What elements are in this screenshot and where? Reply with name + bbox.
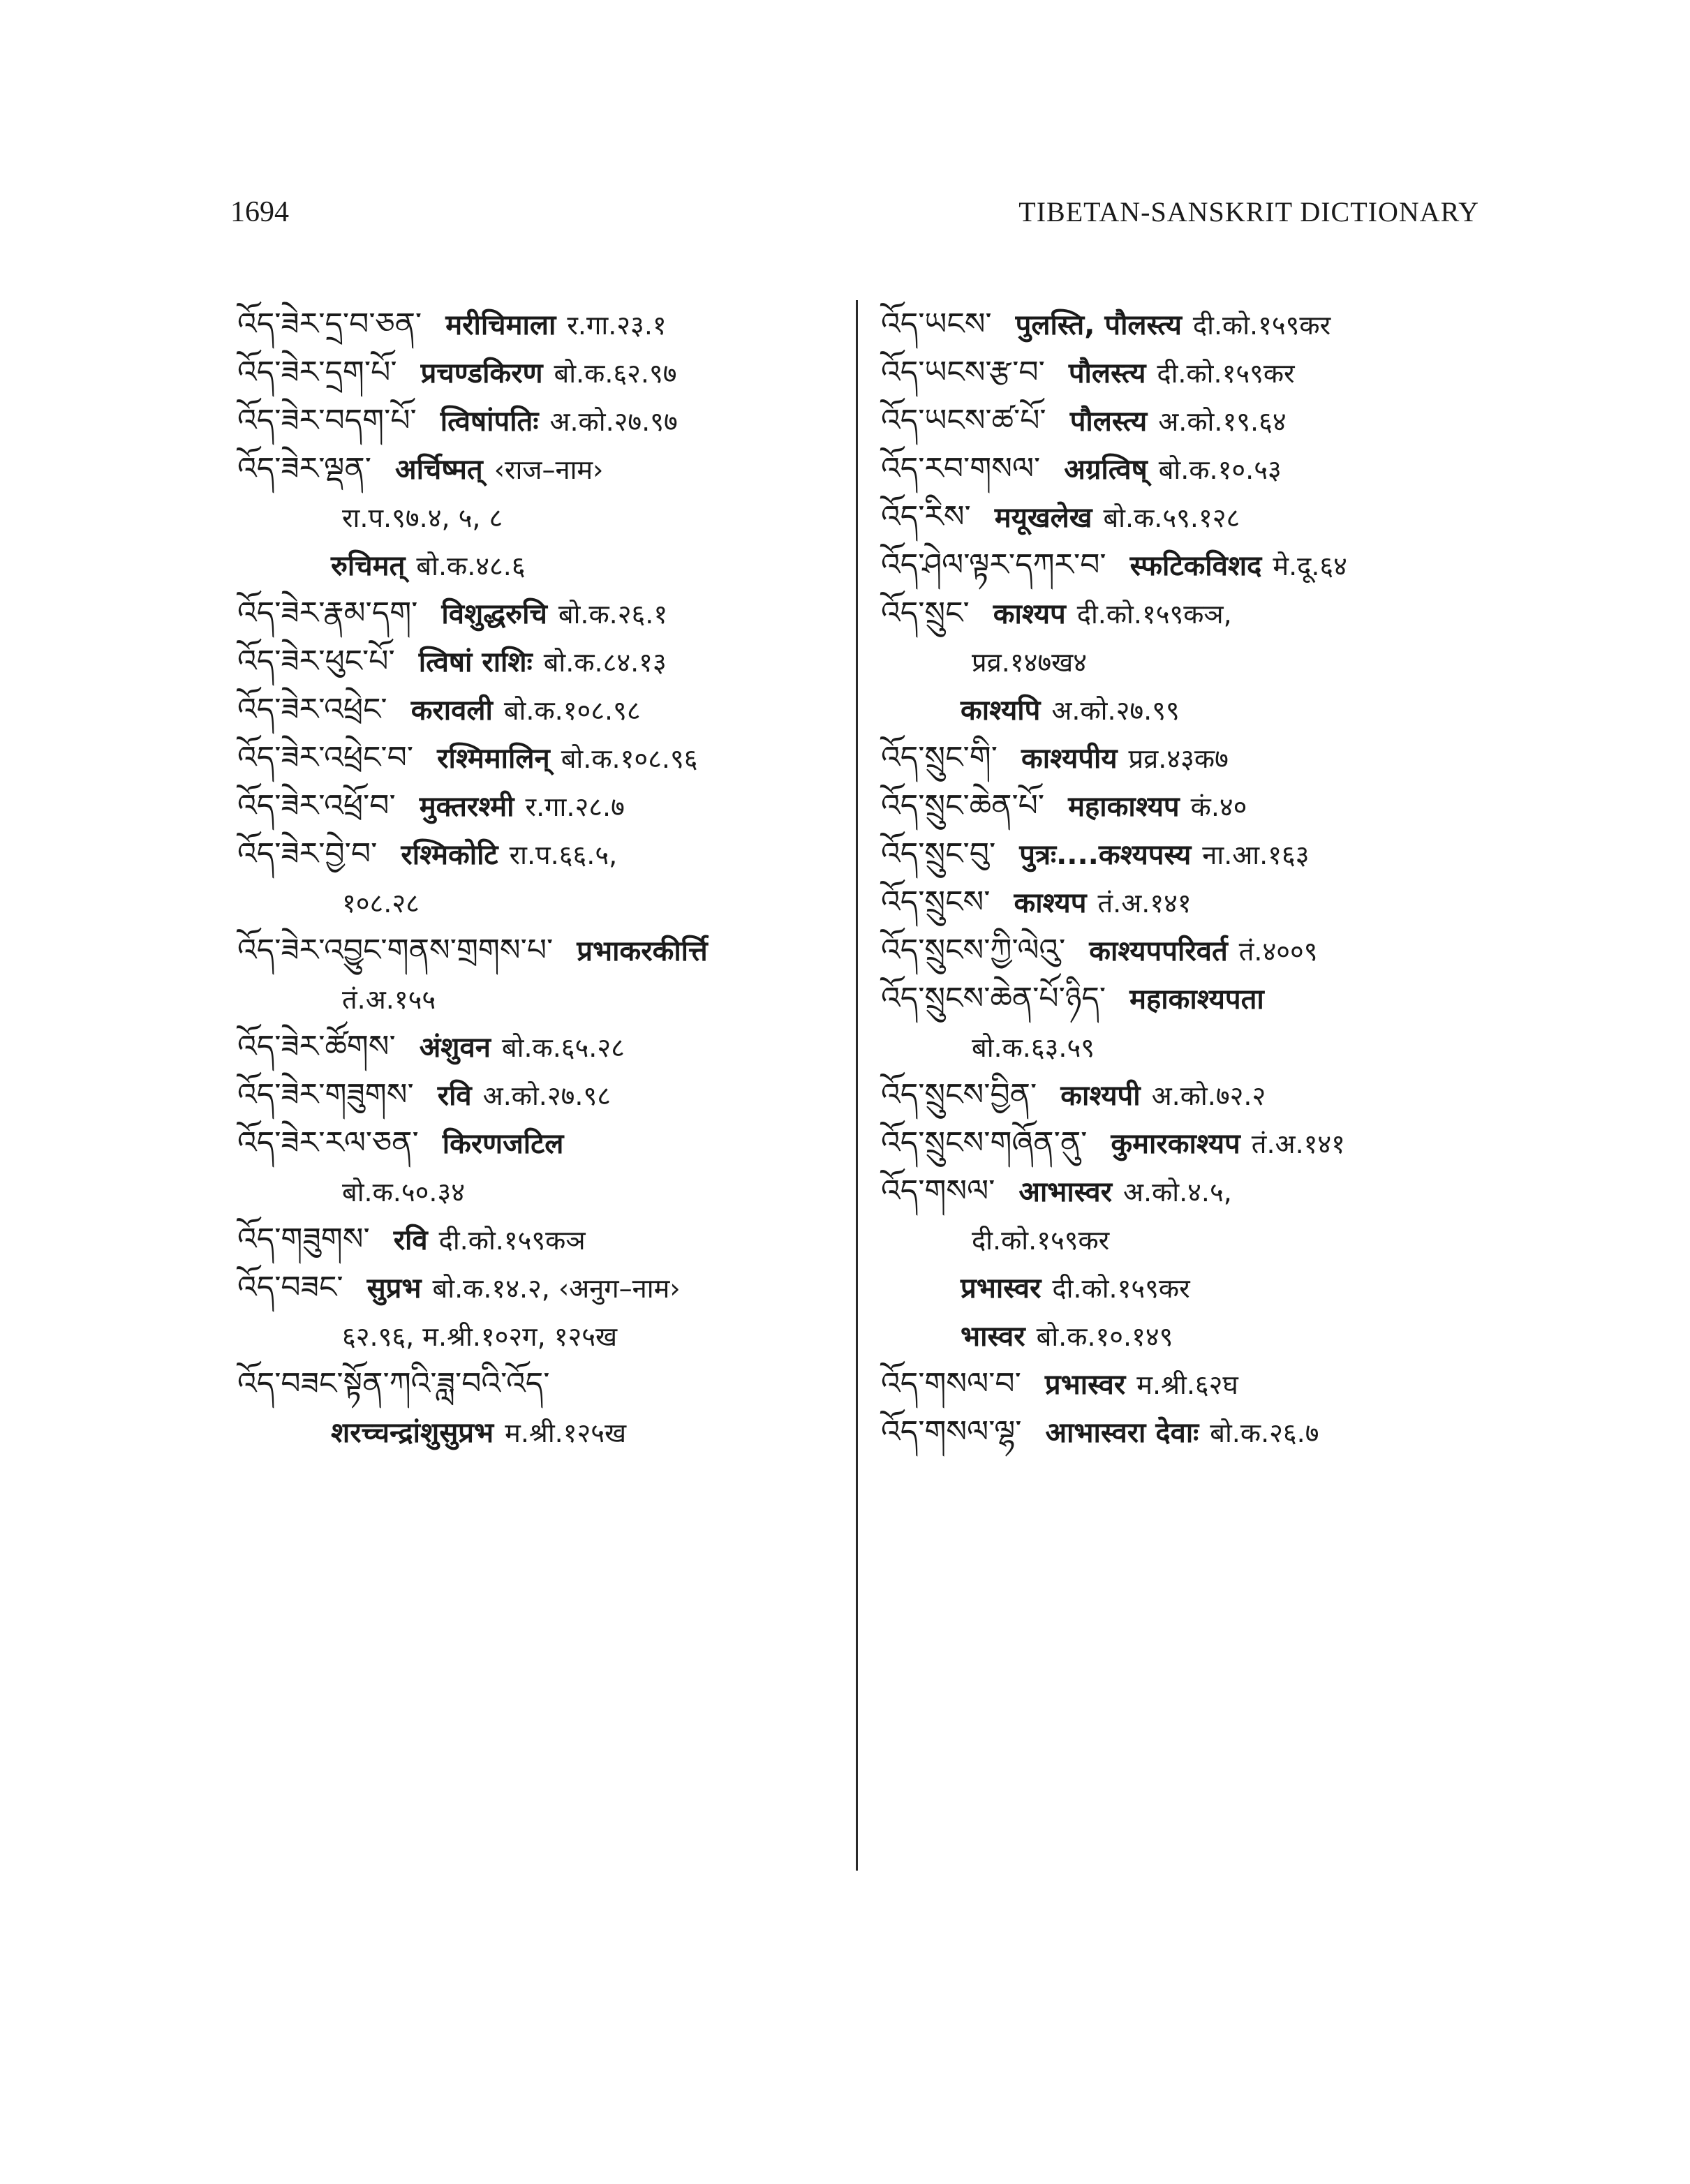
dictionary-entry [881,878,1495,926]
source-reference: रा.प.९७.४, ५, ८ [342,503,503,533]
tibetan-term: འོད་ཟེར་འཕྲེང་ [237,692,387,727]
dictionary-entry [881,445,1495,493]
sanskrit-term: मुक्तरश्मी [419,791,514,823]
source-reference: अ.को.२७.९७ [549,406,678,437]
dictionary-entry [237,1263,845,1312]
dictionary-entry [237,300,845,348]
sanskrit-term: मरीचिमाला [445,309,556,341]
source-reference: दी.को.१५९कर [972,1225,1110,1256]
dictionary-entry [881,637,1495,685]
right-column [881,300,1495,1456]
source-reference: बो.क.८४.१३ [543,647,667,678]
sanskrit-term: अर्चिष्मत् [395,454,483,486]
tibetan-term: འོད་བཟང་སྟོན་ཀའི་ཟླ་བའི་འོད་ [237,1366,550,1402]
source-reference: मे.दू.६४ [1273,551,1347,581]
sanskrit-term: रश्मिमालिन् [437,743,550,775]
source-reference: बो.क.१०८.९६ [561,743,698,774]
tibetan-term: འོད་ཟེར་དྲ་བ་ཅན་ [237,306,422,342]
source-reference: र.गा.२८.७ [525,792,625,822]
sanskrit-term: अग्रत्विष् [1064,454,1148,486]
source-reference: रा.प.६६.५, [509,840,618,870]
dictionary-entry [881,300,1495,348]
dictionary-entry [237,1408,845,1456]
source-reference: बो.क.६३.५९ [972,1032,1095,1063]
sanskrit-term: त्विषां राशिः [418,646,533,678]
dictionary-entry [237,396,845,445]
dictionary-entry [237,348,845,396]
dictionary-entry [881,685,1495,734]
tibetan-term: འོད་ཟེར་གཟུགས་ [237,1077,414,1113]
dictionary-entry [881,1215,1495,1263]
tibetan-term: འོད་ཤེལ་ལྟར་དཀར་བ་ [881,547,1106,583]
dictionary-entry [881,1408,1495,1456]
tibetan-term: འོད་སྲུངས་གཞོན་ནུ་ [881,1125,1088,1161]
dictionary-entry [237,1119,845,1167]
sanskrit-term: करावली [410,694,493,727]
tibetan-term: འོད་ཟེར་དྲག་པོ་ [237,355,397,390]
source-reference: ‹राज–नाम› [494,454,604,485]
sanskrit-term: काश्यपपरिवर्त [1089,935,1228,967]
source-reference: अ.को.४.५, [1122,1177,1232,1208]
tibetan-term: འོད་ཟེར་རྣམ་དག་ [237,595,418,631]
dictionary-entry [881,348,1495,396]
source-reference: बो.क.६२.९७ [554,358,677,389]
source-reference: बो.क.१४.२, ‹अनुग–नाम› [432,1273,681,1304]
tibetan-term: འོད་སྲུང་ཆེན་པོ་ [881,788,1045,824]
source-reference: बो.क.१०.५३ [1158,454,1282,485]
tibetan-term: འོད་སྲུང་གི་ [881,740,998,775]
tibetan-term: འོད་རིས་ [881,499,971,535]
dictionary-entry [237,685,845,734]
sanskrit-term: स्फटिकविशद [1129,550,1262,582]
sanskrit-term: रुचिमत् [331,550,406,582]
source-reference: र.गा.२३.१ [567,310,667,341]
source-reference: बो.क.२६.७ [1210,1418,1319,1448]
source-reference: बो.क.४८.६ [416,551,526,581]
source-reference: ना.आ.१६३ [1202,840,1310,870]
source-reference: दी.को.१५९कञ [438,1225,586,1256]
source-reference: अ.को.७२.२ [1151,1080,1266,1111]
source-reference: ६२.९६, म.श्री.१०२ग, १२५ख [342,1321,618,1352]
tibetan-term: འོད་སྲུང་ [881,595,970,631]
sanskrit-term: विशुद्धरुचि [441,598,547,630]
tibetan-term: འོད་གཟུགས་ [237,1221,370,1257]
column-divider [856,300,858,1871]
running-head: TIBETAN-SANSKRIT DICTIONARY [1018,196,1479,228]
tibetan-term: འོད་ཡངས་རྩ་བ་ [881,355,1045,390]
left-column [237,300,845,1456]
sanskrit-term: भास्वर [961,1321,1025,1353]
sanskrit-term: काश्यप [993,598,1066,630]
source-reference: तं.४००९ [1238,936,1318,967]
sanskrit-term: आभास्वरा देवाः [1045,1417,1199,1449]
sanskrit-term: प्रभास्वर [961,1272,1042,1305]
sanskrit-term: महाकाश्यपता [1129,983,1264,1016]
tibetan-term: འོད་ཟེར་འབྱུང་གནས་གྲགས་པ་ [237,933,554,968]
sanskrit-term: काश्यप [1014,887,1087,919]
sanskrit-term: त्विषांपतिः [440,406,539,438]
sanskrit-term: रवि [437,1080,472,1112]
dictionary-entry [881,493,1495,541]
page-number: 1694 [230,196,289,228]
sanskrit-term: रश्मिकोटि [401,839,498,871]
dictionary-entry [881,1119,1495,1167]
sanskrit-term: सुप्रभ [366,1272,422,1305]
tibetan-term: འོད་ཟེར་འཕྲེང་བ་ [237,740,414,775]
sanskrit-term: काश्यपीय [1021,743,1118,775]
source-reference: म.श्री.१२५ख [505,1418,627,1448]
tibetan-term: འོད་སྲུངས་བྱིན་ [881,1077,1037,1113]
dictionary-entry [881,734,1495,782]
dictionary-entry [881,974,1495,1023]
dictionary-entry [237,830,845,878]
dictionary-entry [237,445,845,493]
sanskrit-term: प्रभाकरकीर्त्ति [577,935,708,967]
sanskrit-term: महाकाश्यप [1068,791,1180,823]
dictionary-entry [881,1360,1495,1408]
source-reference: बो.क.५०.३४ [342,1177,466,1208]
dictionary-entry [881,1167,1495,1215]
dictionary-entry [237,493,845,541]
source-reference: बो.क.१०८.९८ [503,695,641,726]
sanskrit-term: आभास्वर [1018,1176,1112,1208]
source-reference: कं.४० [1190,792,1247,822]
dictionary-entry [881,782,1495,830]
sanskrit-term: पुत्रः....कश्यपस्य [1019,839,1192,871]
sanskrit-term: मयूखलेख [994,502,1092,534]
tibetan-term: འོད་གསལ་ལྷ་ [881,1414,1022,1450]
dictionary-entry [881,541,1495,589]
source-reference: बो.क.१०.१४९ [1036,1321,1173,1352]
dictionary-entry [237,589,845,637]
sanskrit-term: प्रचण्डकिरण [420,357,543,389]
tibetan-term: འོད་གསལ་བ་ [881,1366,1021,1402]
sanskrit-term: शरच्चन्द्रांशुसुप्रभ [331,1417,494,1449]
tibetan-term: འོད་ཟེར་ཚོགས་ [237,1029,396,1064]
dictionary-entry [237,1023,845,1071]
source-reference: बो.क.५९.१२८ [1103,503,1240,533]
tibetan-term: འོད་བཟང་ [237,1270,343,1305]
tibetan-term: འོད་ཟེར་འཕྲོ་བ་ [237,788,396,824]
dictionary-entry [881,926,1495,974]
source-reference: प्रव्र.१४७ख४ [972,647,1087,678]
sanskrit-term: किरणजटिल [442,1128,564,1160]
sanskrit-term: काश्यपि [961,694,1041,727]
dictionary-entry [881,1023,1495,1071]
source-reference: दी.को.१५९कर [1157,358,1295,389]
tibetan-term: འོད་ཡངས་ཚ་པོ་ [881,403,1046,438]
source-reference: अ.को.१९.६४ [1158,406,1287,437]
tibetan-term: འོད་རབ་གསལ་ [881,451,1041,486]
sanskrit-term: प्रभास्वर [1044,1369,1126,1401]
dictionary-entry [237,1215,845,1263]
dictionary-entry [237,926,845,974]
dictionary-entry [881,1312,1495,1360]
sanskrit-term: पौलस्त्य [1069,406,1148,438]
dictionary-entry [237,878,845,926]
dictionary-entry [881,589,1495,637]
sanskrit-term: काश्यपी [1060,1080,1141,1112]
source-reference: तं.अ.१४१ [1251,1129,1345,1159]
source-reference: दी.को.१५९कर [1052,1273,1190,1304]
sanskrit-term: रवि [393,1224,428,1256]
source-reference: तं.अ.१५५ [342,984,436,1015]
tibetan-term: འོད་སྲུངས་ཀྱི་ལེའུ་ [881,933,1066,968]
source-reference: म.श्री.६२घ [1136,1369,1238,1400]
tibetan-term: འོད་སྲུངས་ཆེན་པོ་ཉིད་ [881,981,1106,1016]
dictionary-entry [881,396,1495,445]
source-reference: बो.क.६५.२८ [501,1032,625,1063]
source-reference: अ.को.२७.९८ [482,1080,611,1111]
tibetan-term: འོད་ཟེར་ཕུང་པོ་ [237,644,395,679]
dictionary-entry [237,637,845,685]
tibetan-term: འོད་སྲུངས་ [881,884,991,920]
tibetan-term: འོད་ཡངས་ [881,306,992,342]
source-reference: तं.अ.१४१ [1097,888,1192,919]
tibetan-term: འོད་ཟེར་བདག་པོ་ [237,403,417,438]
dictionary-entry [237,734,845,782]
dictionary-entry [237,541,845,589]
tibetan-term: འོད་གསལ་ [881,1173,995,1209]
dictionary-entry [237,1360,845,1408]
source-reference: १०८.२८ [342,888,420,919]
dictionary-entry [237,1167,845,1215]
tibetan-term: འོད་ཟེར་ལྡན་ [237,451,372,486]
dictionary-entry [881,1263,1495,1312]
sanskrit-term: पुलस्ति, पौलस्त्य [1015,309,1182,341]
source-reference: बो.क.२६.१ [558,599,668,630]
dictionary-entry [881,830,1495,878]
dictionary-entry [237,1071,845,1119]
tibetan-term: འོད་ཟེར་རལ་ཅན་ [237,1125,419,1161]
tibetan-term: འོད་ཟེར་བྱེ་བ་ [237,836,378,872]
tibetan-term: འོད་སྲུང་བུ་ [881,836,996,872]
sanskrit-term: पौलस्त्य [1068,357,1146,389]
dictionary-entry [237,1312,845,1360]
source-reference: दी.को.१५९कञ, [1076,599,1232,630]
dictionary-entry [237,782,845,830]
dictionary-entry [881,1071,1495,1119]
source-reference: दी.को.१५९कर [1192,310,1331,341]
source-reference: अ.को.२७.९९ [1051,695,1180,726]
sanskrit-term: कुमारकाश्यप [1111,1128,1240,1160]
sanskrit-term: अंशुवन [419,1032,491,1064]
dictionary-entry [237,974,845,1023]
source-reference: प्रव्र.४३क७ [1128,743,1229,774]
